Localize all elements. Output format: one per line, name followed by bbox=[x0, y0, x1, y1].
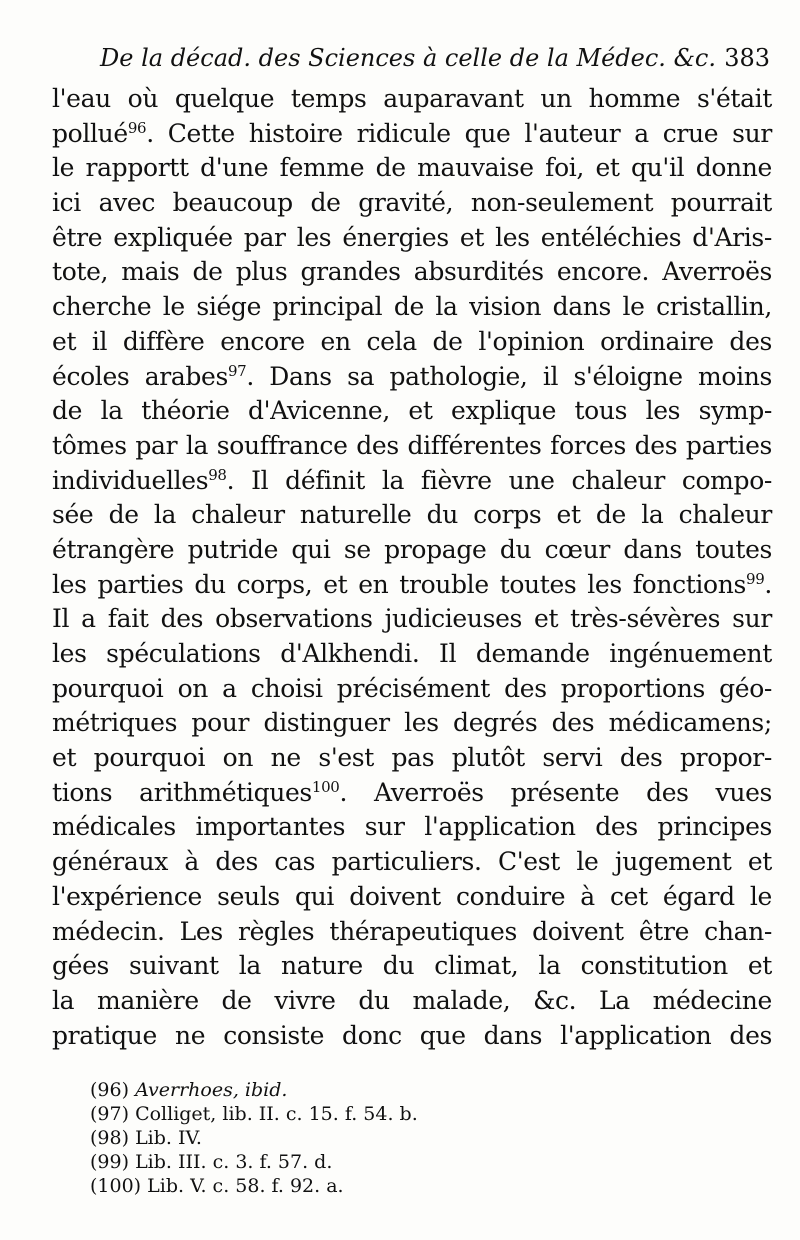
running-head bbox=[100, 40, 770, 76]
text-line-content: écoles arabes bbox=[52, 361, 228, 391]
text-line bbox=[52, 117, 772, 152]
text-line bbox=[52, 394, 772, 429]
text-line-content: individuelles bbox=[52, 465, 209, 495]
text-line-content: métriques pour distinguer les degrés des médicamens; bbox=[52, 708, 772, 738]
text-line bbox=[52, 672, 772, 707]
text-line-continuation: . Dans sa pathologie, il s'éloigne moins bbox=[246, 361, 772, 391]
text-line bbox=[52, 290, 772, 325]
text-line-content: étrangère putride qui se propage du cœur dans toutes bbox=[52, 534, 772, 564]
footnote-text: Lib. V. c. 58. f. 92. a. bbox=[147, 1175, 344, 1197]
footnote-reference: 97 bbox=[227, 361, 247, 380]
footnote-marker: (96) bbox=[90, 1079, 130, 1101]
text-line bbox=[52, 984, 772, 1019]
text-line-continuation: . Cette histoire ridicule que l'auteur a crue sur bbox=[146, 118, 772, 148]
text-line-content: tômes par la souffrance des différentes forces des parties bbox=[52, 430, 772, 460]
text-line-content: et il diffère encore en cela de l'opinion ordinaire des bbox=[52, 326, 772, 356]
footnote-text: Averrhoes, ibid. bbox=[135, 1079, 288, 1101]
footnote-marker: (97) bbox=[90, 1103, 130, 1125]
text-line-content: cherche le siége principal de la vision dans le cristallin, bbox=[52, 292, 772, 322]
footnote bbox=[90, 1102, 590, 1126]
text-line bbox=[52, 845, 772, 880]
text-line bbox=[52, 151, 772, 186]
text-line-content: médecin. Les règles thérapeutiques doivent être chan- bbox=[52, 916, 772, 946]
text-line-content: être expliquée par les énergies et les entéléchies d'Aris- bbox=[52, 222, 772, 252]
text-line bbox=[52, 1019, 772, 1054]
text-line-content: les parties du corps, et en trouble toutes les fonctions bbox=[52, 569, 746, 599]
text-line bbox=[52, 498, 772, 533]
footnote-marker: (99) bbox=[90, 1151, 130, 1173]
text-line bbox=[52, 741, 772, 776]
footnote-reference: 96 bbox=[127, 118, 147, 137]
text-line bbox=[52, 810, 772, 845]
footnote-marker: (100) bbox=[90, 1175, 142, 1197]
footnote bbox=[90, 1174, 590, 1198]
text-line bbox=[52, 429, 772, 464]
text-line-content: sée de la chaleur naturelle du corps et de la chaleur bbox=[52, 500, 772, 530]
text-line bbox=[52, 221, 772, 256]
text-line-content: médicales importantes sur l'application des principes bbox=[52, 812, 772, 842]
text-line-content: Il a fait des observations judicieuses et très-sévères sur bbox=[52, 604, 772, 634]
text-line bbox=[52, 880, 772, 915]
footnotes bbox=[90, 1078, 590, 1198]
text-line bbox=[52, 776, 772, 811]
running-head-title: De la décad. des Sciences à celle de la Médec. &c. bbox=[100, 44, 716, 72]
text-line-content: la manière de vivre du malade, &c. La médecine bbox=[52, 985, 772, 1015]
text-line bbox=[52, 325, 772, 360]
text-line bbox=[52, 706, 772, 741]
text-line-continuation: . bbox=[764, 569, 772, 599]
text-line-content: tote, mais de plus grandes absurdités encore. Averroës bbox=[52, 257, 772, 287]
body-text bbox=[52, 82, 772, 1053]
text-line-content: et pourquoi on ne s'est pas plutôt servi des propor- bbox=[52, 743, 772, 773]
text-line-continuation: . Il définit la fièvre une chaleur compo- bbox=[226, 465, 772, 495]
text-line bbox=[52, 82, 772, 117]
footnote-text: Lib. III. c. 3. f. 57. d. bbox=[135, 1151, 333, 1173]
footnote-reference: 99 bbox=[746, 569, 765, 588]
text-line bbox=[52, 464, 772, 499]
text-line-content: l'eau où quelque temps auparavant un homme s'était bbox=[52, 84, 772, 113]
text-line-content: le rapportt d'une femme de mauvaise foi, et qu'il donne bbox=[52, 153, 772, 183]
text-line-content: gées suivant la nature du climat, la constitution et bbox=[52, 951, 772, 981]
page-number: 383 bbox=[724, 44, 770, 72]
footnote bbox=[90, 1126, 590, 1150]
text-line-content: pollué bbox=[52, 118, 128, 148]
text-line bbox=[52, 186, 772, 221]
text-line bbox=[52, 602, 772, 637]
text-line bbox=[52, 568, 772, 603]
text-line bbox=[52, 637, 772, 672]
text-line-content: pourquoi on a choisi précisément des proportions géo- bbox=[52, 673, 772, 703]
text-line-content: généraux à des cas particuliers. C'est le jugement et bbox=[52, 847, 772, 877]
footnote-marker: (98) bbox=[90, 1127, 130, 1149]
text-line-content: de la théorie d'Avicenne, et explique tous les symp- bbox=[52, 396, 772, 426]
text-line bbox=[52, 360, 772, 395]
text-line-content: l'expérience seuls qui doivent conduire à cet égard le bbox=[52, 881, 772, 911]
text-line-content: pratique ne consiste donc que dans l'application des bbox=[52, 1020, 772, 1050]
footnote-reference: 98 bbox=[208, 465, 227, 484]
text-line bbox=[52, 949, 772, 984]
text-line-content: ici avec beaucoup de gravité, non-seulement pourrait bbox=[52, 188, 772, 218]
footnote bbox=[90, 1150, 590, 1174]
footnote-text: Lib. IV. bbox=[135, 1127, 202, 1149]
text-line-continuation: . Averroës présente des vues bbox=[339, 777, 773, 807]
footnote-text: Colliget, lib. II. c. 15. f. 54. b. bbox=[135, 1103, 418, 1125]
text-line bbox=[52, 255, 772, 290]
text-line-content: les spéculations d'Alkhendi. Il demande ingénuement bbox=[52, 639, 772, 668]
text-line-content: tions arithmétiques bbox=[52, 777, 312, 807]
text-line bbox=[52, 915, 772, 950]
text-line bbox=[52, 533, 772, 568]
footnote bbox=[90, 1078, 590, 1102]
footnote-reference: 100 bbox=[311, 777, 340, 796]
